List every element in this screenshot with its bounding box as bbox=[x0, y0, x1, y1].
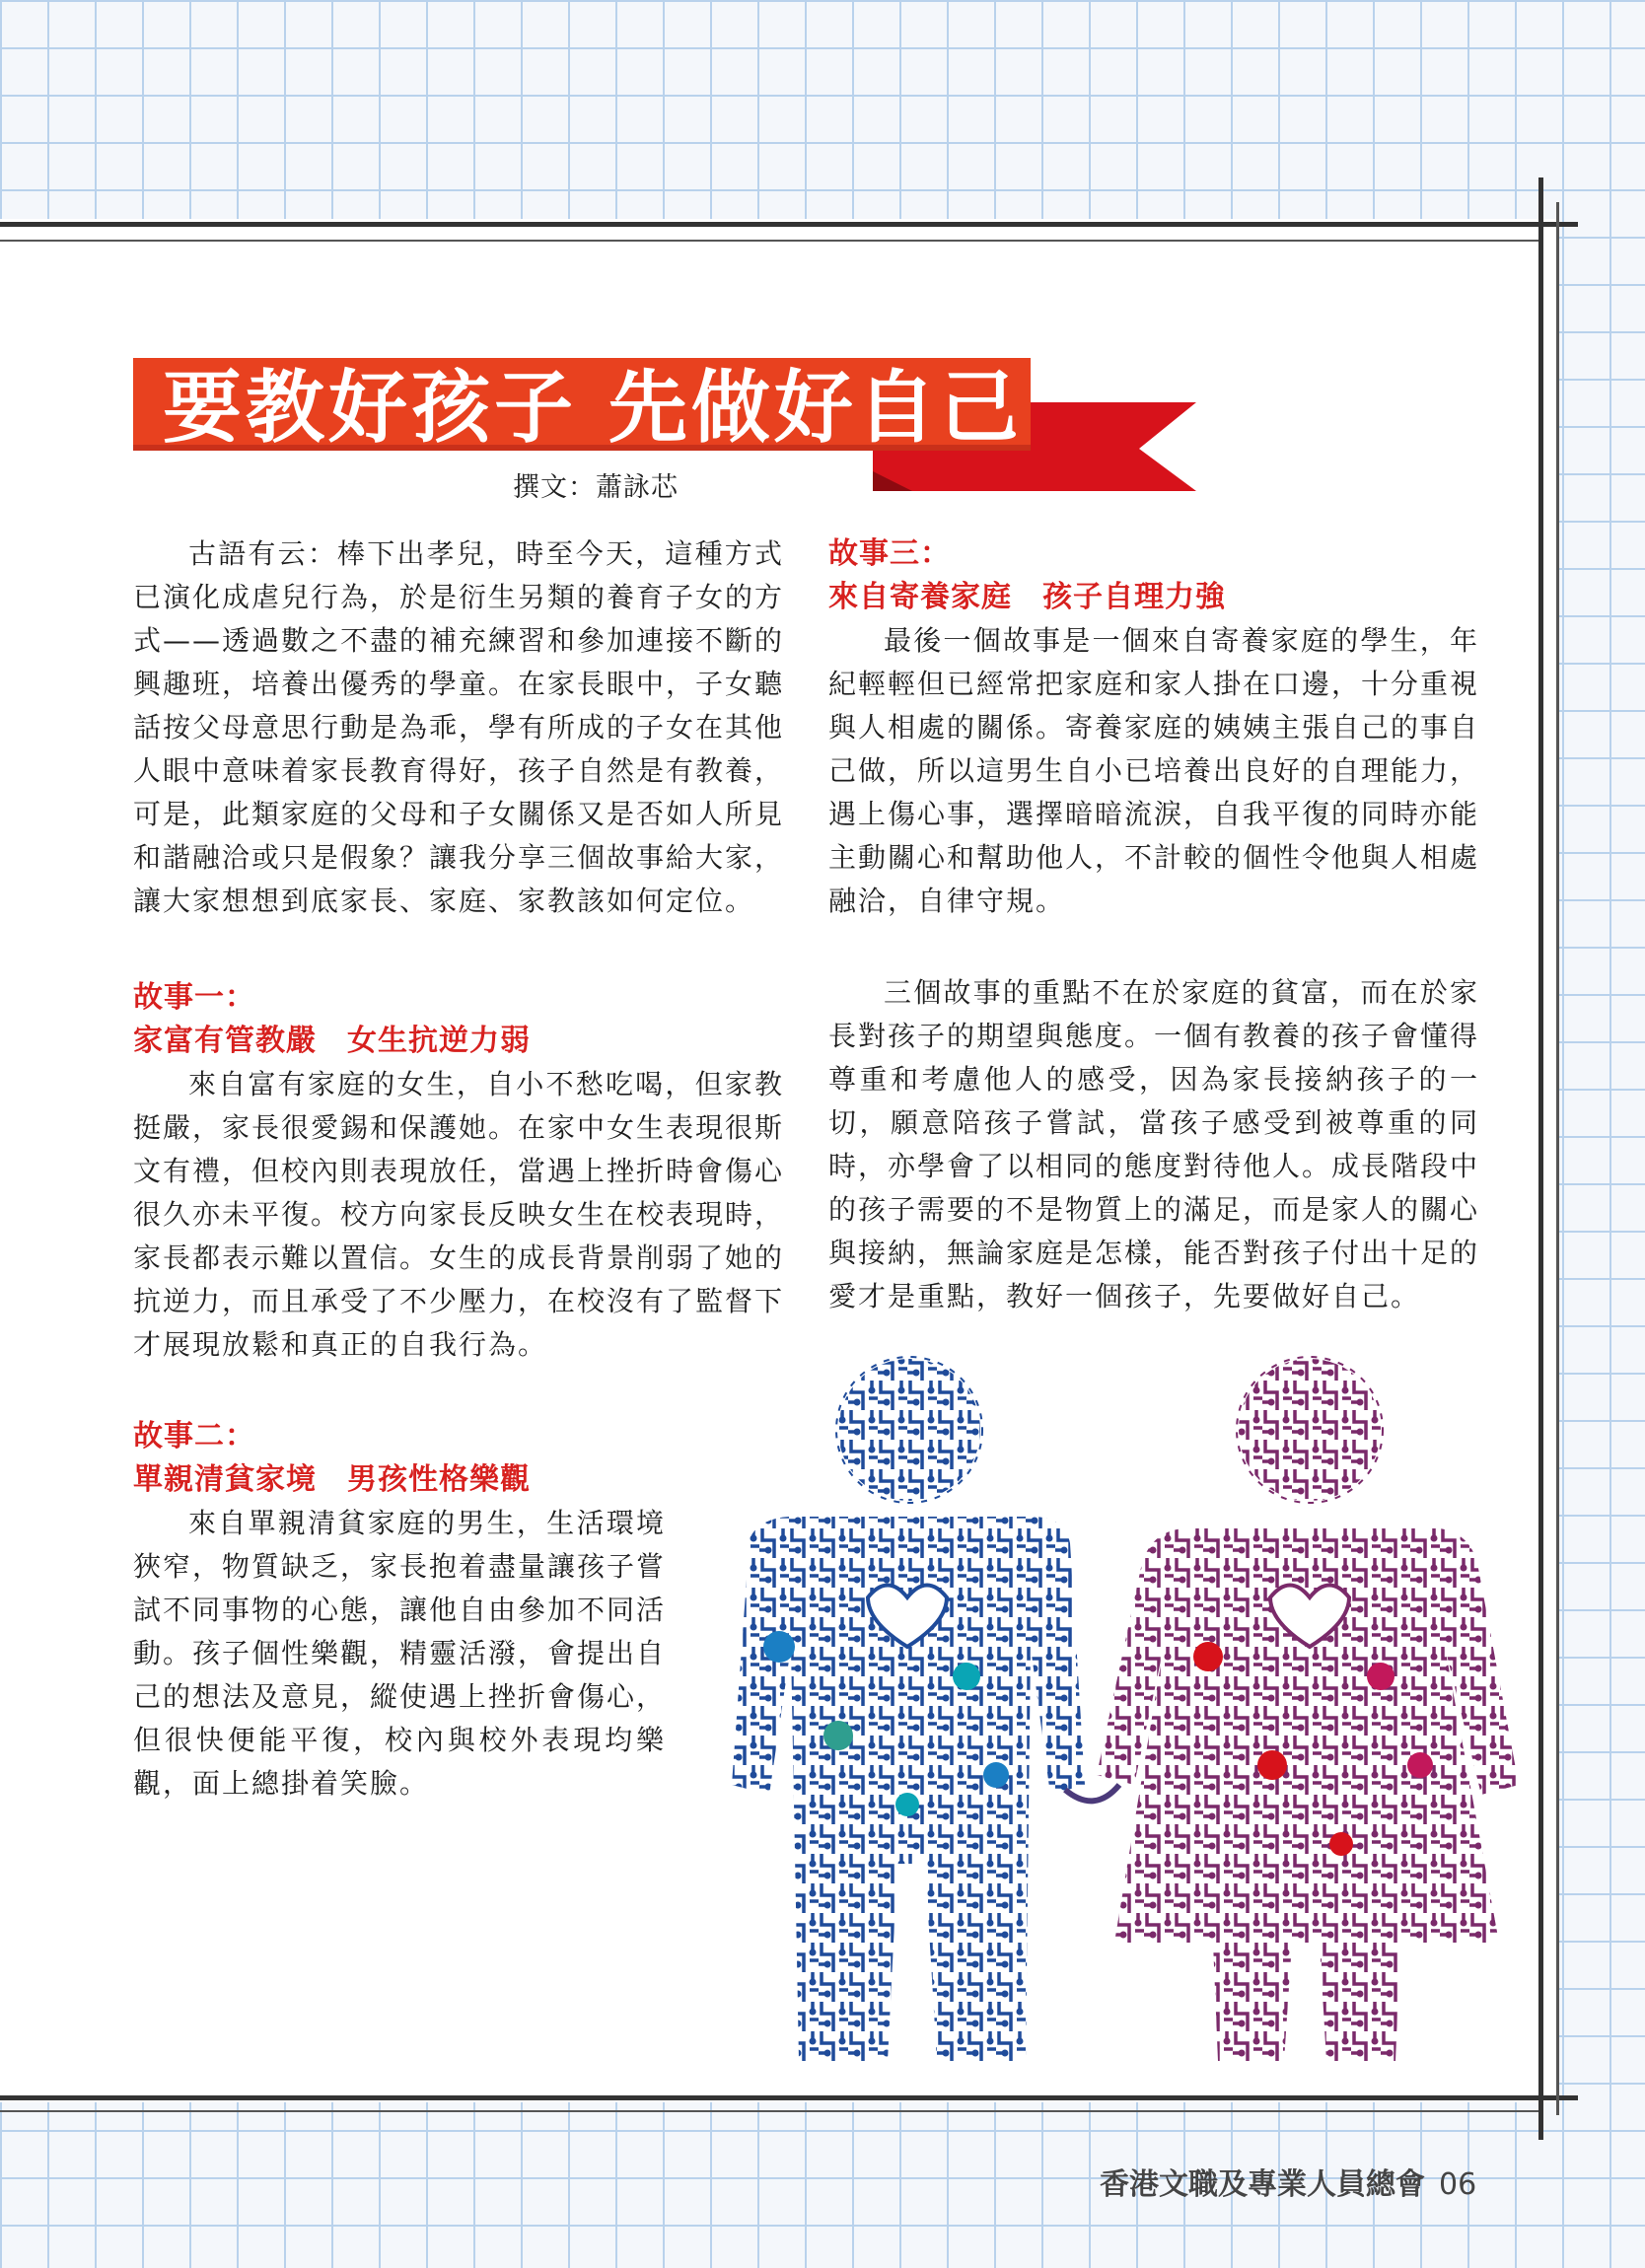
conclusion-paragraph: 三個故事的重點不在於家庭的貧富，而在於家長對孩子的期望與態度。一個有教養的孩子會懂得尊重和考慮他人的感受，因為家長接納孩子的一切，願意陪孩子嘗試，當孩子感受到被尊重的同時，亦學會了以相同的態度對待他人。成長階段中的孩子需要的不是物質上的滿足，而是家人的關心與接納，無論家庭是怎樣，能否對孩子付出十足的愛才是重點，教好一個孩子，先要做好自己。 bbox=[828, 976, 1480, 1312]
story-three-subtitle: 來自寄養家庭 孩子自理力強 bbox=[828, 580, 1226, 614]
story-one-subtitle: 家富有管教嚴 女生抗逆力弱 bbox=[133, 1024, 531, 1058]
intro-paragraph: 古語有云：棒下出孝兒，時至今天，這種方式已演化成虐兒行為，於是衍生另類的養育子女的方式——透過數之不盡的補充練習和參加連接不斷的興趣班，培養出優秀的學童。在家長眼中，子女聽話按父母意思行動是為乖，學有所成的子女在其他人眼中意味着家長教育得好，孩子自然是有教養，可是，此類家庭的父母和子女關係又是否如人所見和諧融洽或只是假象？讓我分享三個故事給大家，讓大家想想到底家長、家庭、家教該如何定位。 bbox=[133, 537, 785, 917]
story-two-body: 來自單親清貧家庭的男生，生活環境狹窄，物質缺乏，家長抱着盡量讓孩子嘗試不同事物的心態，讓他自由參加不同活動。孩子個性樂觀，精靈活潑，會提出自己的想法及意見，縱使遇上挫折會傷心，但很快便能平復，校內與校外表現均樂觀，面上總掛着笑臉。 bbox=[133, 1507, 667, 1800]
story-two-label: 故事二： bbox=[133, 1419, 255, 1453]
story-one-label: 故事一： bbox=[133, 980, 255, 1015]
frame-bottom-line-inner bbox=[0, 2110, 1538, 2112]
conclusion-block bbox=[828, 971, 1479, 1318]
intro-block bbox=[133, 532, 784, 923]
frame-top-line bbox=[0, 222, 1578, 227]
footer-organization: 香港文職及專業人員總會 bbox=[1100, 2167, 1425, 2202]
story-one-body: 來自富有家庭的女生，自小不愁吃喝，但家教挺嚴，家長很愛錫和保護她。在家中女生表現很斯文有禮，但校內則表現放任，當遇上挫折時會傷心很久亦未平復。校方向家長反映女生在校表現時，家長都表示難以置信。女生的成長背景削弱了她的抗逆力，而且承受了不少壓力，在校沒有了監督下才展現放鬆和真正的自我行為。 bbox=[133, 1068, 785, 1361]
page-footer bbox=[1100, 2160, 1476, 2203]
story-three bbox=[828, 532, 1479, 923]
frame-bottom-line bbox=[0, 2095, 1578, 2100]
story-two bbox=[133, 1415, 666, 1806]
circuit-figures-illustration bbox=[671, 1351, 1538, 2091]
circuit-girl-figure-icon bbox=[1097, 1357, 1519, 2061]
story-two-subtitle: 單親清貧家境 男孩性格樂觀 bbox=[133, 1462, 531, 1497]
story-one bbox=[133, 976, 784, 1367]
byline: 撰文：蕭詠芯 bbox=[513, 472, 679, 503]
frame-right-line-inner bbox=[1556, 202, 1559, 2115]
story-three-label: 故事三： bbox=[828, 536, 951, 571]
article-title: 要教好孩子 先做好自己 bbox=[163, 362, 1023, 454]
frame-right-line bbox=[1538, 177, 1543, 2140]
frame-top-line-inner bbox=[0, 240, 1538, 242]
circuit-boy-figure-icon bbox=[732, 1357, 1085, 2061]
page-number: 06 bbox=[1439, 2167, 1477, 2202]
story-three-body: 最後一個故事是一個來自寄養家庭的學生，年紀輕輕但已經常把家庭和家人掛在口邊，十分重視與人相處的關係。寄養家庭的姨姨主張自己的事自己做，所以這男生自小已培養出良好的自理能力，遇上傷心事，選擇暗暗流淚，自我平復的同時亦能主動關心和幫助他人，不計較的個性令他與人相處融洽，自律守規。 bbox=[828, 624, 1480, 917]
